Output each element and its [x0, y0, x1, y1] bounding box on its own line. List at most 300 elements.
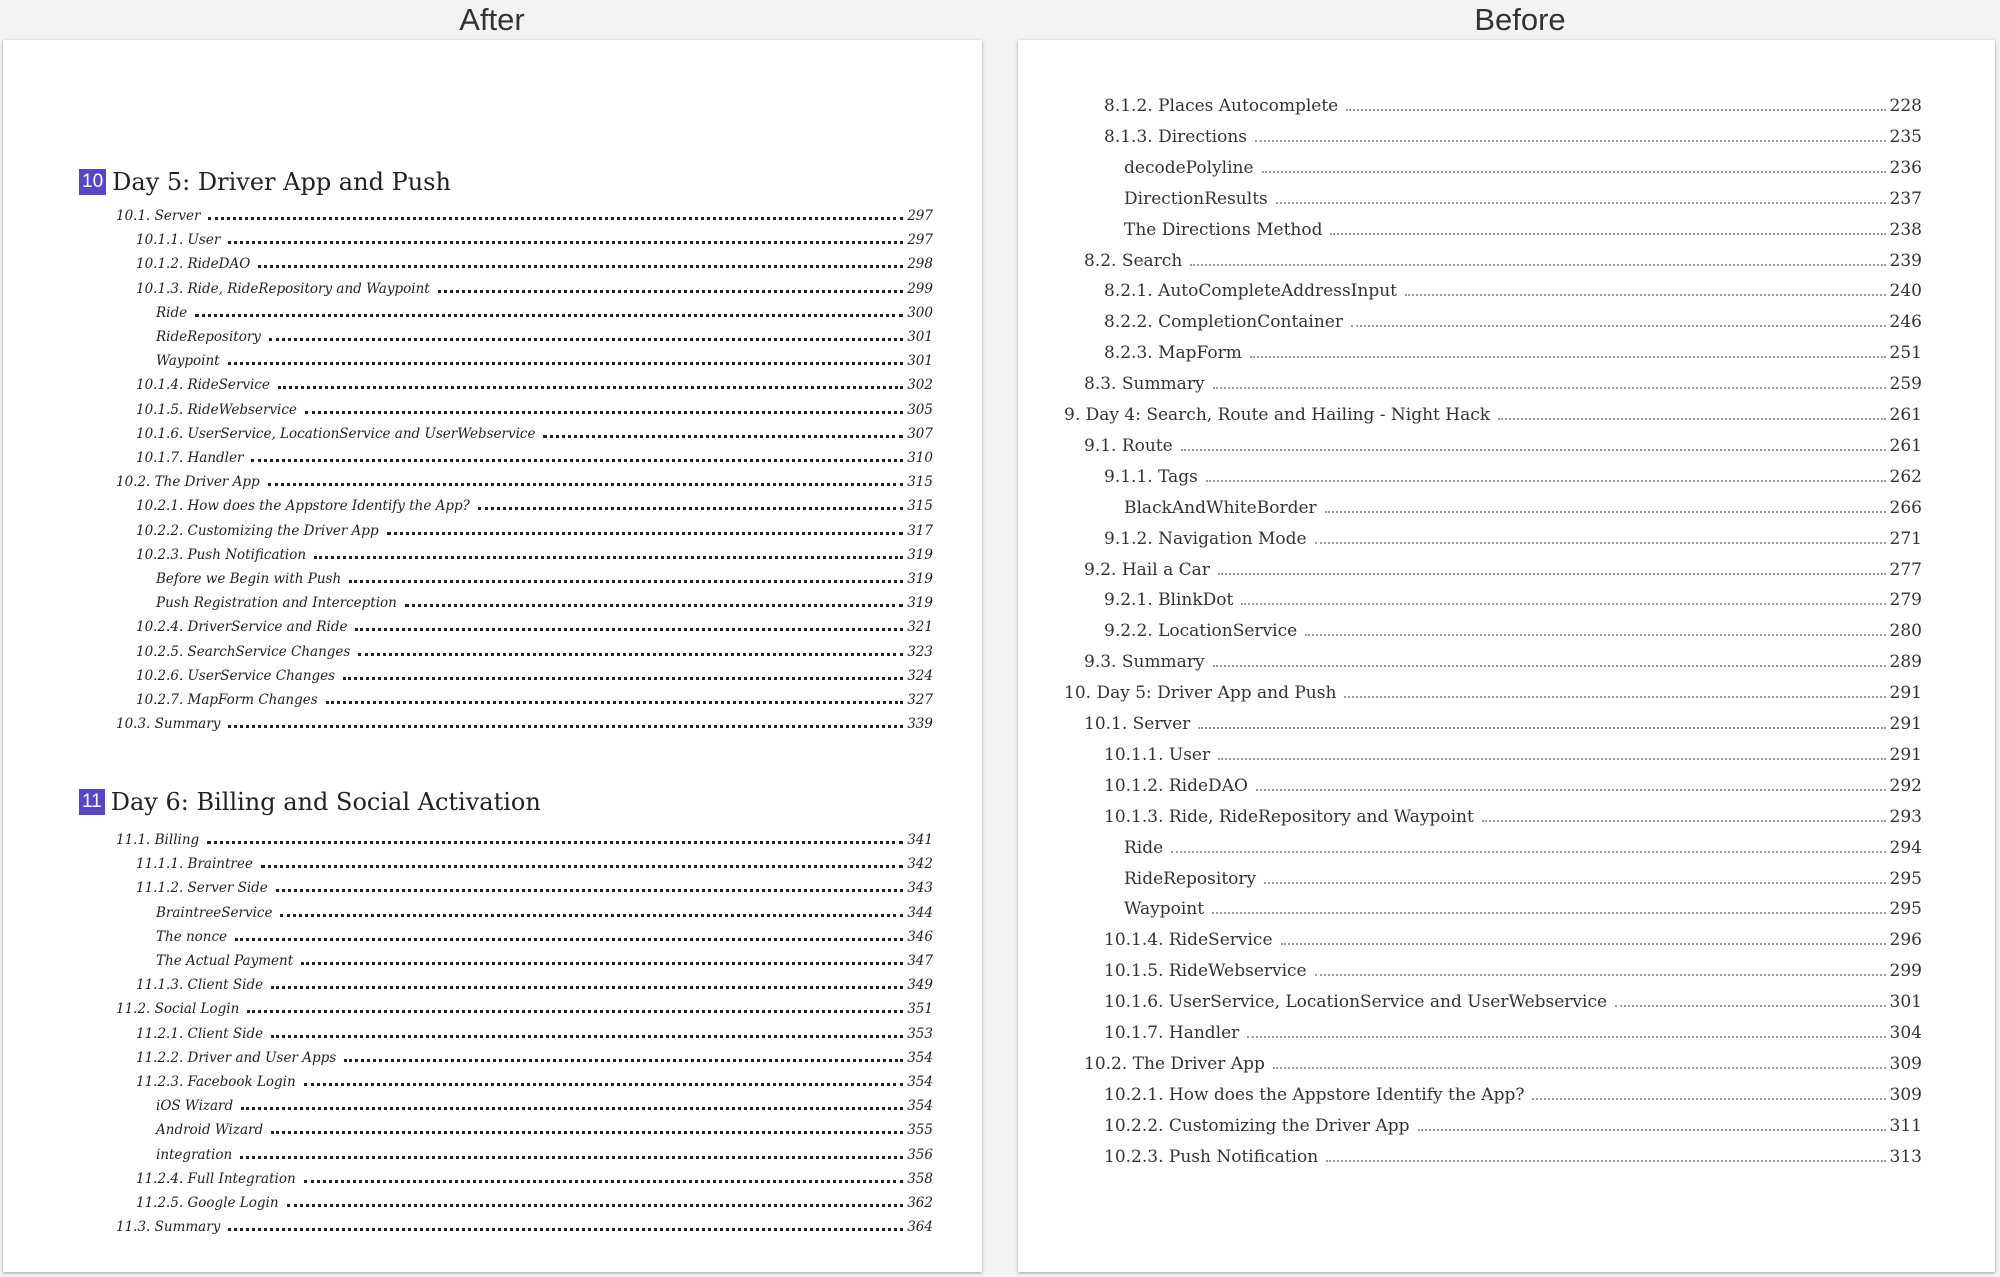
dot-leader	[271, 986, 903, 989]
toc-entry[interactable]	[1124, 158, 1922, 189]
toc-entry-title: 10. Day 5: Driver App and Push	[1064, 683, 1337, 704]
toc-entry-page: 355	[907, 1122, 933, 1139]
after-caption: After	[459, 2, 525, 37]
toc-entry[interactable]	[156, 595, 933, 619]
toc-entry-title: 8.2.3. MapForm	[1104, 343, 1242, 364]
dot-leader	[349, 580, 903, 583]
dot-leader	[405, 604, 903, 607]
toc-entry[interactable]	[136, 281, 933, 305]
toc-entry-page: 240	[1889, 281, 1922, 302]
toc-entry[interactable]	[1124, 838, 1922, 869]
dot-leader	[1212, 912, 1885, 914]
dot-leader	[305, 411, 903, 414]
toc-entry-title: 10.2.2. Customizing the Driver App	[136, 522, 379, 539]
dot-leader	[251, 459, 903, 462]
toc-entry[interactable]	[1104, 590, 1922, 621]
toc-entry[interactable]	[1104, 343, 1922, 374]
toc-entry-page: 228	[1889, 96, 1922, 116]
toc-entry[interactable]	[136, 644, 933, 668]
toc-entry-title: 8.2.1. AutoCompleteAddressInput	[1104, 281, 1397, 302]
toc-entry-title: 10.1.6. UserService, LocationService and UserWebservice	[1104, 992, 1608, 1013]
toc-entry[interactable]	[156, 905, 933, 929]
toc-entry-page: 349	[907, 977, 933, 994]
toc-entry-title: Push Registration and Interception	[156, 595, 397, 612]
dot-leader	[1241, 603, 1885, 605]
toc-entry-page: 362	[907, 1195, 933, 1211]
dot-leader	[1330, 233, 1885, 235]
toc-entry[interactable]	[156, 929, 933, 953]
toc-entry-page: 259	[1889, 374, 1922, 395]
toc-entry[interactable]	[1104, 467, 1922, 498]
toc-entry-title: The Actual Payment	[156, 953, 294, 969]
dot-leader	[228, 725, 903, 728]
toc-entry-page: 280	[1889, 621, 1922, 642]
toc-entry-page: 358	[907, 1170, 933, 1187]
toc-entry-page: 236	[1889, 157, 1922, 178]
toc-entry[interactable]	[1104, 930, 1922, 961]
toc-entry-title: 10.3. Summary	[116, 716, 221, 733]
toc-entry-page: 315	[907, 474, 933, 491]
toc-entry[interactable]	[156, 571, 933, 595]
toc-entry-title: Android Wizard	[156, 1122, 264, 1139]
toc-entry-page: 301	[907, 329, 933, 345]
dot-leader	[240, 1156, 903, 1159]
dot-leader	[268, 483, 904, 486]
toc-entry-page: 310	[907, 450, 933, 466]
toc-entry-title: 10.1. Server	[1084, 714, 1191, 734]
dot-leader	[1213, 387, 1886, 389]
toc-entry[interactable]	[116, 1219, 933, 1243]
toc-entry-page: 319	[907, 546, 933, 563]
toc-entry[interactable]	[1104, 807, 1922, 838]
dot-leader	[1532, 1098, 1885, 1100]
toc-entry-title: 10.1.4. RideService	[136, 377, 270, 394]
toc-entry-title: 11.2.1. Client Side	[136, 1025, 264, 1042]
dot-leader	[1255, 140, 1886, 142]
toc-entry[interactable]	[136, 1050, 933, 1074]
toc-entry-title: 9. Day 4: Search, Route and Hailing - Night Hack	[1064, 405, 1491, 425]
toc-entry[interactable]	[1124, 899, 1922, 930]
toc-entry-page: 323	[907, 643, 933, 660]
toc-entry-page: 364	[907, 1219, 933, 1236]
toc-entry[interactable]	[156, 353, 933, 377]
chapter-title: Day 6: Billing and Social Activation	[110, 788, 541, 816]
toc-entry-title: 11.2.3. Facebook Login	[136, 1074, 296, 1090]
toc-entry-page: 351	[907, 1001, 933, 1018]
toc-entry-page: 356	[907, 1146, 933, 1163]
toc-entry[interactable]	[1104, 745, 1922, 776]
toc-entry-title: 8.1.3. Directions	[1104, 126, 1248, 147]
toc-entry-page: 317	[907, 522, 933, 539]
dot-leader	[271, 1131, 903, 1134]
toc-entry-title: 8.2.2. CompletionContainer	[1104, 312, 1343, 333]
toc-entry-page: 354	[907, 1074, 933, 1090]
dot-leader	[1405, 294, 1886, 296]
toc-entry[interactable]	[1124, 498, 1922, 529]
toc-entry[interactable]	[156, 953, 933, 977]
dot-leader	[301, 962, 903, 965]
toc-entry-page: 294	[1889, 837, 1922, 858]
toc-entry-title: 9.3. Summary	[1084, 652, 1205, 673]
dot-leader	[271, 1035, 903, 1038]
toc-entry-page: 251	[1889, 343, 1922, 364]
dot-leader	[1326, 1160, 1885, 1162]
dot-leader	[1250, 356, 1886, 358]
dot-leader	[1498, 418, 1885, 420]
dot-leader	[207, 841, 903, 844]
toc-entry-title: 10.2.7. MapForm Changes	[136, 692, 318, 708]
toc-entry-page: 324	[907, 667, 933, 684]
toc-entry-title: 10.2.5. SearchService Changes	[136, 643, 351, 660]
toc-entry-title: 10.2.1. How does the Appstore Identify the App?	[1104, 1084, 1525, 1105]
toc-entry-page: 342	[907, 856, 933, 873]
toc-entry-page: 266	[1889, 497, 1922, 518]
toc-entry[interactable]	[136, 426, 933, 450]
toc-entry-page: 307	[907, 425, 933, 442]
toc-entry-page: 354	[907, 1098, 933, 1115]
toc-entry-page: 261	[1889, 435, 1922, 456]
before-page	[1018, 40, 1995, 1272]
dot-leader	[1315, 542, 1886, 544]
dot-leader	[543, 435, 903, 438]
toc-entry-title: 10.1.3. Ride, RideRepository and Waypoint	[136, 280, 430, 297]
dot-leader	[304, 1083, 904, 1086]
toc-entry-title: Ride	[156, 304, 188, 321]
toc-entry-page: 237	[1889, 188, 1922, 209]
toc-entry-page: 292	[1889, 775, 1922, 796]
dot-leader	[355, 628, 903, 631]
toc-entry[interactable]	[136, 619, 933, 643]
dot-leader	[1315, 974, 1886, 976]
dot-leader	[1171, 851, 1885, 853]
toc-entry-title: 10.1.7. Handler	[136, 450, 244, 466]
toc-entry[interactable]	[136, 523, 933, 547]
toc-entry-page: 291	[1889, 714, 1922, 734]
toc-entry[interactable]	[1064, 683, 1922, 714]
toc-entry-title: 10.2.3. Push Notification	[1104, 1146, 1319, 1167]
toc-entry-title: RideRepository	[1124, 868, 1257, 889]
toc-entry-page: 315	[907, 498, 933, 515]
dot-leader	[358, 653, 903, 656]
toc-entry-title: 10.1.1. User	[1104, 744, 1211, 765]
toc-entry-title: 10.1.2. RideDAO	[1104, 775, 1248, 796]
toc-entry-page: 321	[907, 619, 933, 636]
dot-leader	[1615, 1005, 1886, 1007]
toc-entry[interactable]	[1104, 992, 1922, 1023]
toc-entry-title: 10.1. Server	[116, 208, 201, 224]
toc-entry[interactable]	[1104, 1085, 1922, 1116]
dot-leader	[1198, 727, 1885, 729]
toc-entry-title: 10.1.2. RideDAO	[136, 256, 251, 273]
toc-entry-page: 301	[907, 353, 933, 370]
toc-entry[interactable]	[136, 498, 933, 522]
toc-entry-title: 11.1. Billing	[116, 832, 200, 848]
toc-entry-title: BraintreeService	[156, 904, 273, 921]
toc-entry-page: 295	[1889, 899, 1922, 920]
toc-entry-title: 9.1.2. Navigation Mode	[1104, 528, 1307, 549]
toc-entry[interactable]	[1104, 776, 1922, 807]
dot-leader	[287, 1204, 904, 1207]
toc-entry[interactable]	[1104, 529, 1922, 560]
chapter-number-badge: 10	[79, 169, 106, 195]
toc-entry[interactable]	[156, 305, 933, 329]
toc-entry-title: 10.1.6. UserService, LocationService and UserWebservice	[136, 425, 536, 442]
toc-entry-title: 11.2.2. Driver and User Apps	[136, 1049, 337, 1066]
dot-leader	[278, 386, 903, 389]
dot-leader	[1325, 511, 1886, 513]
toc-entry-page: 327	[907, 692, 933, 708]
toc-entry[interactable]	[136, 1195, 933, 1219]
dot-leader	[1305, 634, 1885, 636]
dot-leader	[1351, 325, 1886, 327]
dot-leader	[1273, 1067, 1886, 1069]
dot-leader	[326, 701, 904, 704]
toc-entry-page: 319	[907, 595, 933, 612]
toc-entry[interactable]	[1064, 405, 1922, 436]
dot-leader	[247, 1010, 903, 1013]
before-caption: Before	[1474, 2, 1566, 37]
toc-entry[interactable]	[136, 977, 933, 1001]
toc-entry[interactable]	[136, 880, 933, 904]
dot-leader	[314, 556, 903, 559]
toc-entry[interactable]	[1084, 714, 1922, 745]
toc-entry[interactable]	[1084, 374, 1922, 405]
dot-leader	[280, 914, 903, 917]
toc-entry[interactable]	[136, 450, 933, 474]
chapter-title: Day 5: Driver App and Push	[112, 168, 451, 196]
dot-leader	[1262, 171, 1886, 173]
toc-entry-page: 353	[907, 1025, 933, 1042]
toc-entry-title: Waypoint	[156, 353, 220, 370]
dot-leader	[258, 265, 903, 268]
toc-entry[interactable]	[136, 256, 933, 280]
dot-leader	[387, 532, 904, 535]
toc-entry-title: 8.2. Search	[1084, 250, 1183, 271]
toc-entry-page: 346	[907, 928, 933, 945]
toc-entry-title: 11.3. Summary	[116, 1219, 221, 1236]
toc-entry-title: 11.1.2. Server Side	[136, 880, 268, 897]
toc-entry[interactable]	[116, 716, 933, 740]
dot-leader	[438, 290, 904, 293]
toc-entry-title: 10.1.1. User	[136, 232, 221, 249]
toc-entry-title: 9.2.2. LocationService	[1104, 621, 1298, 642]
toc-entry-page: 291	[1889, 683, 1922, 704]
toc-entry[interactable]	[116, 208, 933, 232]
toc-entry-title: 9.1. Route	[1084, 435, 1173, 456]
toc-entry[interactable]	[136, 232, 933, 256]
toc-entry[interactable]	[156, 1098, 933, 1122]
dot-leader	[1346, 109, 1885, 111]
toc-entry[interactable]	[1104, 1116, 1922, 1147]
toc-entry-title: 10.2.3. Push Notification	[136, 546, 307, 563]
toc-entry[interactable]	[1084, 560, 1922, 591]
toc-entry[interactable]	[136, 1074, 933, 1098]
dot-leader	[261, 865, 903, 868]
toc-entry-page: 262	[1889, 466, 1922, 487]
toc-entry-page: 319	[907, 571, 933, 587]
dot-leader	[1344, 696, 1885, 698]
toc-entry-title: Waypoint	[1124, 899, 1205, 920]
toc-entry-title: 8.3. Summary	[1084, 374, 1205, 395]
toc-entry-page: 299	[907, 280, 933, 297]
toc-entry-page: 343	[907, 880, 933, 897]
toc-entry-title: 8.1.2. Places Autocomplete	[1104, 96, 1339, 116]
toc-entry-page: 341	[907, 832, 933, 848]
toc-entry[interactable]	[116, 832, 933, 856]
toc-entry-page: 302	[907, 377, 933, 394]
toc-entry-title: 9.2. Hail a Car	[1084, 559, 1210, 580]
toc-entry-title: 11.1.3. Client Side	[136, 977, 264, 994]
toc-entry[interactable]	[156, 329, 933, 353]
toc-entry-page: 304	[1889, 1023, 1922, 1043]
dot-leader	[478, 507, 903, 510]
toc-entry-page: 291	[1889, 744, 1922, 765]
toc-entry-page: 339	[907, 716, 933, 733]
toc-entry[interactable]	[1084, 1054, 1922, 1085]
toc-entry-title: 11.2. Social Login	[116, 1001, 240, 1018]
toc-entry[interactable]	[1104, 127, 1922, 158]
toc-entry[interactable]	[136, 1171, 933, 1195]
toc-entry-title: BlackAndWhiteBorder	[1124, 497, 1317, 518]
toc-entry-title: RideRepository	[156, 329, 261, 345]
dot-leader	[1206, 480, 1886, 482]
chapter-heading-11[interactable]	[79, 788, 541, 816]
toc-entry[interactable]	[136, 547, 933, 571]
toc-entry-title: 10.2.4. DriverService and Ride	[136, 619, 348, 636]
dot-leader	[1181, 449, 1886, 451]
toc-entry-page: 297	[907, 208, 933, 224]
dot-leader	[1247, 1036, 1885, 1038]
toc-entry-title: 10.2. The Driver App	[1084, 1053, 1265, 1074]
toc-entry-title: 11.2.4. Full Integration	[136, 1170, 296, 1187]
toc-entry-title: 10.1.5. RideWebservice	[1104, 961, 1307, 982]
toc-entry-page: 313	[1889, 1146, 1922, 1167]
toc-entry-page: 305	[907, 401, 933, 418]
toc-entry[interactable]	[1124, 189, 1922, 220]
dot-leader	[276, 889, 903, 892]
toc-entry-page: 239	[1889, 250, 1922, 271]
dot-leader	[1418, 1129, 1886, 1131]
toc-entry[interactable]	[1084, 436, 1922, 467]
dot-leader	[228, 241, 903, 244]
dot-leader	[195, 314, 903, 317]
toc-entry-title: 9.2.1. BlinkDot	[1104, 590, 1234, 611]
toc-entry[interactable]	[136, 668, 933, 692]
toc-entry[interactable]	[1084, 652, 1922, 683]
dot-leader	[235, 938, 903, 941]
toc-entry-page: 235	[1889, 126, 1922, 147]
toc-entry-title: DirectionResults	[1124, 188, 1268, 209]
dot-leader	[1482, 820, 1886, 822]
toc-entry-title: 11.1.1. Braintree	[136, 856, 253, 873]
toc-entry-title: iOS Wizard	[156, 1098, 234, 1115]
toc-entry-title: Ride	[1124, 837, 1164, 858]
toc-entry-title: 10.1.4. RideService	[1104, 930, 1273, 951]
dot-leader	[1213, 665, 1886, 667]
toc-entry[interactable]	[136, 377, 933, 401]
toc-entry-title: 11.2.5. Google Login	[136, 1195, 279, 1211]
toc-entry-page: 300	[907, 304, 933, 321]
dot-leader	[1276, 202, 1886, 204]
toc-entry[interactable]	[116, 1001, 933, 1025]
toc-entry[interactable]	[1104, 281, 1922, 312]
toc-entry-page: 261	[1889, 405, 1922, 425]
toc-entry-page: 293	[1889, 806, 1922, 827]
toc-entry-title: 10.2.2. Customizing the Driver App	[1104, 1115, 1410, 1136]
dot-leader	[241, 1107, 903, 1110]
dot-leader	[1281, 943, 1886, 945]
dot-leader	[228, 1228, 903, 1231]
toc-entry-title: The Directions Method	[1124, 219, 1323, 240]
toc-entry-title: 9.1.1. Tags	[1104, 466, 1198, 487]
toc-entry-page: 238	[1889, 219, 1922, 240]
toc-entry[interactable]	[1104, 1023, 1922, 1054]
toc-entry-page: 277	[1889, 559, 1922, 580]
toc-entry[interactable]	[136, 402, 933, 426]
toc-entry[interactable]	[1124, 869, 1922, 900]
toc-entry[interactable]	[1104, 312, 1922, 343]
dot-leader	[1264, 882, 1885, 884]
toc-entry[interactable]	[1104, 96, 1922, 127]
toc-entry-page: 297	[907, 232, 933, 249]
toc-entry[interactable]	[116, 474, 933, 498]
toc-entry[interactable]	[1104, 1147, 1922, 1178]
dot-leader	[343, 677, 903, 680]
dot-leader	[1256, 789, 1886, 791]
dot-leader	[269, 338, 903, 341]
toc-entry[interactable]	[136, 692, 933, 716]
dot-leader	[228, 362, 904, 365]
toc-entry-page: 289	[1889, 652, 1922, 673]
toc-entry-title: 10.2.6. UserService Changes	[136, 667, 336, 684]
dot-leader	[1218, 758, 1885, 760]
toc-entry-page: 354	[907, 1049, 933, 1066]
toc-entry[interactable]	[1124, 220, 1922, 251]
dot-leader	[344, 1059, 903, 1062]
dot-leader	[208, 217, 903, 220]
after-page	[3, 40, 982, 1272]
chapter-number-badge: 11	[79, 789, 105, 815]
toc-entry-page: 309	[1889, 1084, 1922, 1105]
toc-entry[interactable]	[136, 1026, 933, 1050]
toc-entry-title: 10.1.7. Handler	[1104, 1023, 1240, 1043]
toc-entry-page: 311	[1889, 1115, 1922, 1136]
toc-entry-title: decodePolyline	[1124, 157, 1254, 178]
chapter-heading-10[interactable]	[79, 168, 451, 196]
toc-entry[interactable]	[136, 856, 933, 880]
toc-entry-page: 271	[1889, 528, 1922, 549]
toc-entry[interactable]	[1104, 961, 1922, 992]
toc-entry[interactable]	[1104, 621, 1922, 652]
toc-entry-title: 10.1.3. Ride, RideRepository and Waypoint	[1104, 806, 1474, 827]
toc-entry-title: 10.1.5. RideWebservice	[136, 401, 297, 418]
toc-entry-page: 301	[1889, 992, 1922, 1013]
toc-entry-title: 10.2.1. How does the Appstore Identify the App?	[136, 498, 470, 515]
toc-entry-title: 10.2. The Driver App	[116, 474, 260, 491]
dot-leader	[1218, 573, 1886, 575]
toc-entry-page: 344	[907, 904, 933, 921]
toc-entry[interactable]	[156, 1147, 933, 1171]
toc-entry-title: Before we Begin with Push	[156, 571, 342, 587]
toc-entry-page: 279	[1889, 590, 1922, 611]
dot-leader	[304, 1180, 904, 1183]
toc-entry[interactable]	[156, 1122, 933, 1146]
toc-entry-page: 246	[1889, 312, 1922, 333]
toc-entry[interactable]	[1084, 251, 1922, 282]
toc-entry-page: 347	[907, 953, 933, 969]
toc-entry-page: 299	[1889, 961, 1922, 982]
toc-entry-title: The nonce	[156, 928, 228, 945]
